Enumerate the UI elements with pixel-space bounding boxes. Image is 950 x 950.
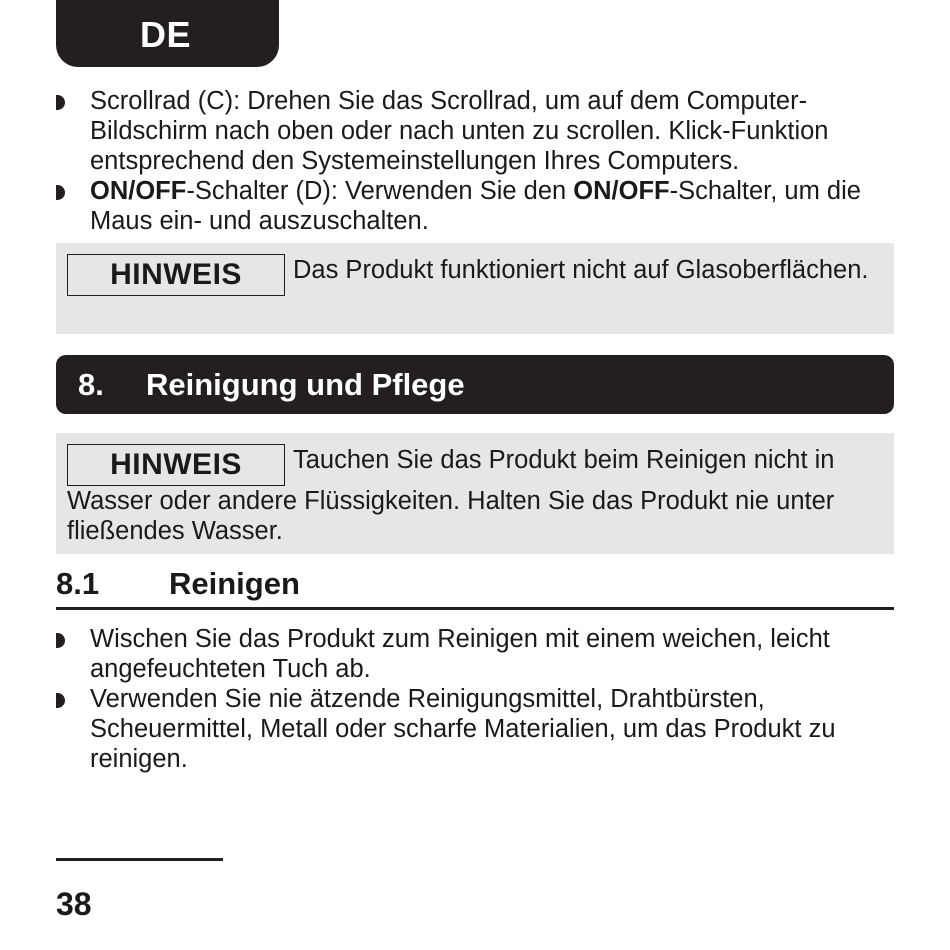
language-tab [56, 0, 279, 67]
section-heading [56, 355, 894, 414]
note-box [56, 243, 894, 334]
subsection-title: Reinigen [169, 566, 300, 601]
bullet-marker-icon [56, 185, 65, 200]
section-title: Reinigung und Pflege [146, 367, 465, 402]
list-item-text: -Schalter (D): Verwenden Sie den [186, 177, 574, 205]
note-label: HINWEIS [67, 254, 285, 296]
page-number: 38 [56, 886, 92, 922]
footer-divider [56, 858, 223, 861]
subsection-heading [56, 562, 894, 610]
cleaning-bullet-list [56, 624, 896, 774]
list-item [56, 624, 896, 684]
language-tab-label: DE [140, 14, 192, 55]
list-item [56, 684, 896, 774]
list-item-text: -Schalter, um die Maus ein- und auszuschalten. [90, 177, 861, 235]
list-item [56, 176, 896, 236]
note-label: HINWEIS [67, 444, 285, 486]
list-item-text: Verwenden Sie nie ätzende Reinigungsmittel, Drahtbürsten, Scheuermittel, Metall oder scharfe Materialien, um das Produkt zu reinigen. [90, 685, 836, 773]
subsection-number: 8.1 [56, 566, 100, 601]
bullet-marker-icon [56, 95, 65, 110]
note-box [56, 433, 894, 554]
list-item [56, 86, 896, 176]
intro-bullet-list [56, 86, 896, 236]
list-item-text: Wischen Sie das Produkt zum Reinigen mit einem weichen, leicht angefeuchteten Tuch ab. [90, 625, 830, 683]
switch-name: ON/OFF [90, 177, 187, 205]
section-number: 8. [78, 367, 104, 402]
bullet-marker-icon [56, 633, 65, 648]
note-text: Tauchen Sie das Produkt beim Reinigen nicht in Wasser oder andere Flüssigkeiten. Halten Sie das Produkt nie unter fließendes Wasser. [67, 446, 835, 545]
bullet-marker-icon [56, 693, 65, 708]
note-text: Das Produkt funktioniert nicht auf Glasoberflächen. [293, 256, 869, 284]
list-item-text: Scrollrad (C): Drehen Sie das Scrollrad, um auf dem Computer-Bildschirm nach oben oder nach unten zu scrollen. Klick-Funktion entsprechend den Systemeinstellungen Ihres Computers. [90, 87, 829, 175]
switch-name: ON/OFF [573, 177, 670, 205]
